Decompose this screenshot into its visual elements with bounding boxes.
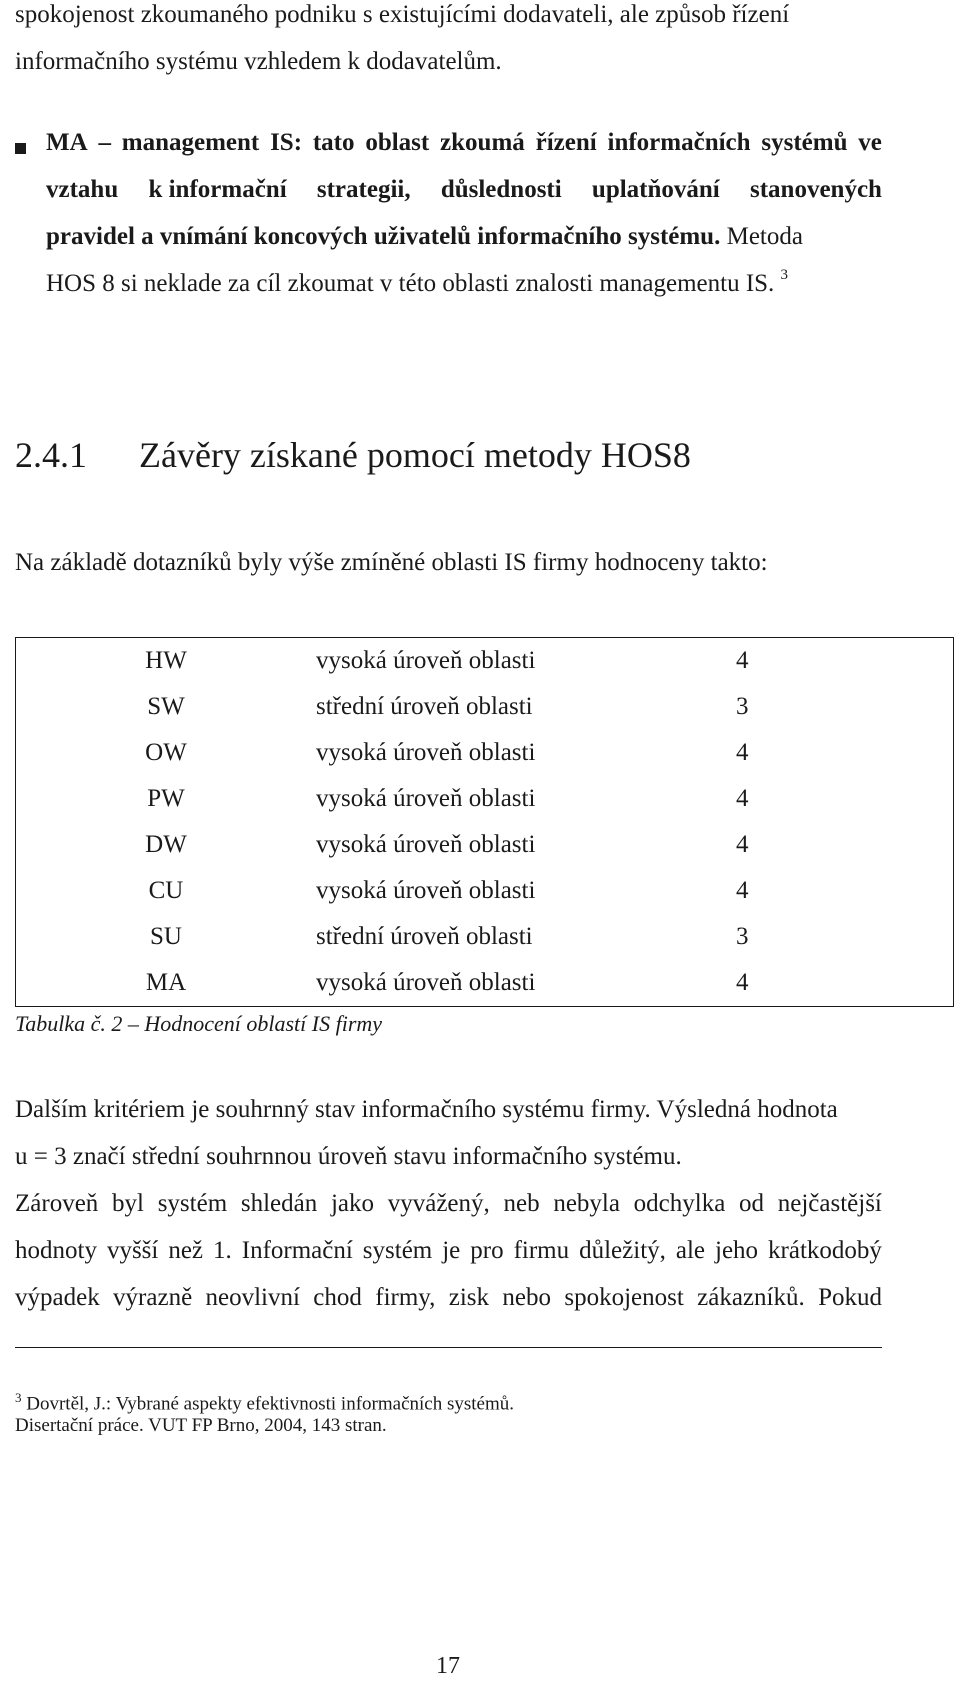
word: hodnoty xyxy=(15,1237,97,1264)
ma-line-4 xyxy=(46,269,788,302)
paragraph1-line-2: u = 3 značí střední souhrnnou úroveň stavu informačního systému. xyxy=(15,1143,682,1170)
ma-line-1 xyxy=(46,128,882,158)
word: stanovených xyxy=(749,176,882,203)
paragraph2-line-2 xyxy=(15,1236,882,1266)
word: firmy, xyxy=(375,1284,436,1311)
area-cell: SW xyxy=(16,684,317,730)
word: vyvážený, xyxy=(387,1190,490,1217)
footnote-separator xyxy=(15,1347,882,1348)
word: vztahu xyxy=(46,176,119,203)
ma-bold-text: pravidel a vnímání koncových uživatelů informačního systému. xyxy=(46,223,721,250)
area-rating-table xyxy=(15,637,954,1007)
table-caption: Tabulka č. 2 – Hodnocení oblastí IS firmy xyxy=(15,1011,383,1036)
word: systém xyxy=(157,1190,228,1217)
level-cell: střední úroveň oblasti xyxy=(316,923,533,950)
table-row xyxy=(16,638,954,685)
ma-line-3 xyxy=(46,222,803,252)
word: nejčastější xyxy=(777,1190,882,1217)
section-title: Závěry získané pomocí metody HOS8 xyxy=(139,435,691,475)
footnote-number: 3 xyxy=(15,1390,22,1405)
ma-line-4-text: HOS 8 si neklade za cíl zkoumat v této oblasti znalosti managementu IS. xyxy=(46,270,775,297)
score-cell: 4 xyxy=(736,822,954,868)
ma-rest-text: Metoda xyxy=(720,223,803,250)
table-row xyxy=(16,776,954,822)
word: spokojenost xyxy=(564,1284,684,1311)
word: informačních xyxy=(607,129,751,156)
paragraph2-line-3 xyxy=(15,1283,882,1313)
word: ale xyxy=(675,1237,706,1264)
word: krátkodobý xyxy=(768,1237,882,1264)
area-cell: HW xyxy=(16,638,317,685)
area-cell: MA xyxy=(16,960,317,1007)
table-row xyxy=(16,960,954,1007)
page-number: 17 xyxy=(436,1653,460,1679)
word: nebyla xyxy=(553,1190,620,1217)
score-cell: 3 xyxy=(736,914,954,960)
area-cell: PW xyxy=(16,776,317,822)
table-row xyxy=(16,914,954,960)
word: strategii, xyxy=(316,176,411,203)
word: Pokud xyxy=(818,1284,882,1311)
word: oblast xyxy=(365,129,430,156)
level-cell: střední úroveň oblasti xyxy=(316,693,533,720)
word: pro xyxy=(470,1237,504,1264)
level-cell: vysoká úroveň oblasti xyxy=(316,877,536,904)
word: než xyxy=(168,1237,204,1264)
word: chod xyxy=(313,1284,362,1311)
footnote-reference: 3 xyxy=(780,267,789,283)
level-cell: vysoká úroveň oblasti xyxy=(316,785,536,812)
word: od xyxy=(739,1190,765,1217)
table-row xyxy=(16,868,954,914)
word: – xyxy=(98,129,111,156)
word: Informační xyxy=(241,1237,353,1264)
intro-line-2: informačního systému vzhledem k dodavatelům. xyxy=(15,48,502,75)
word: ve xyxy=(858,129,882,156)
section-heading xyxy=(15,435,691,475)
score-cell: 4 xyxy=(736,638,954,685)
area-cell: SU xyxy=(16,914,317,960)
word: neb xyxy=(503,1190,540,1217)
footnote-text-1: Dovrtěl, J.: Vybrané aspekty efektivnosti informačních systémů. xyxy=(21,1393,514,1415)
table-row xyxy=(16,730,954,776)
section-number: 2.4.1 xyxy=(15,435,87,475)
level-cell: vysoká úroveň oblasti xyxy=(316,831,536,858)
word: důslednosti xyxy=(440,176,562,203)
area-cell: CU xyxy=(16,868,317,914)
word: je xyxy=(442,1237,461,1264)
footnote-line-2: Disertační práce. VUT FP Brno, 2004, 143 stran. xyxy=(15,1415,387,1436)
table-row xyxy=(16,822,954,868)
score-cell: 4 xyxy=(736,868,954,914)
word: výpadek xyxy=(15,1284,100,1311)
paragraph2-line-1 xyxy=(15,1189,882,1219)
level-cell: vysoká úroveň oblasti xyxy=(316,960,736,1007)
area-cell: DW xyxy=(16,822,317,868)
word: zkoumá xyxy=(440,129,525,156)
word: byl xyxy=(112,1190,144,1217)
word: jeho xyxy=(715,1237,759,1264)
word: nebo xyxy=(502,1284,551,1311)
intro-line-1: spokojenost zkoumaného podniku s existujícími dodavateli, ale způsob řízení xyxy=(15,1,790,28)
word: IS: xyxy=(270,129,303,156)
word: MA xyxy=(46,129,88,156)
word: systémů xyxy=(761,129,848,156)
word: 1. xyxy=(213,1237,232,1264)
ma-line-2 xyxy=(46,175,882,205)
score-cell: 4 xyxy=(736,776,954,822)
word: tato xyxy=(312,129,355,156)
word: důležitý, xyxy=(579,1237,666,1264)
word: k informační xyxy=(148,176,287,203)
word: neovlivní xyxy=(205,1284,300,1311)
level-cell: vysoká úroveň oblasti xyxy=(316,739,536,766)
word: uplatňování xyxy=(591,176,720,203)
word: jako xyxy=(330,1190,374,1217)
table-row xyxy=(16,684,954,730)
word: výrazně xyxy=(113,1284,193,1311)
word: zákazníků. xyxy=(697,1284,805,1311)
score-cell: 4 xyxy=(736,960,954,1007)
word: odchylka xyxy=(633,1190,726,1217)
word: řízení xyxy=(535,129,597,156)
word: Zároveň xyxy=(15,1190,99,1217)
word: systém xyxy=(362,1237,433,1264)
level-cell: vysoká úroveň oblasti xyxy=(316,638,736,685)
score-cell: 3 xyxy=(736,684,954,730)
word: zisk xyxy=(448,1284,490,1311)
word: vyšší xyxy=(106,1237,159,1264)
bullet-square-icon xyxy=(15,143,26,154)
paragraph1-line-1: Dalším kritériem je souhrnný stav informačního systému firmy. Výsledná hodnota xyxy=(15,1096,838,1123)
table-intro-text: Na základě dotazníků byly výše zmíněné oblasti IS firmy hodnoceny takto: xyxy=(15,549,768,576)
score-cell: 4 xyxy=(736,730,954,776)
word: shledán xyxy=(240,1190,318,1217)
word: management xyxy=(121,129,260,156)
word: firmu xyxy=(513,1237,570,1264)
area-cell: OW xyxy=(16,730,317,776)
